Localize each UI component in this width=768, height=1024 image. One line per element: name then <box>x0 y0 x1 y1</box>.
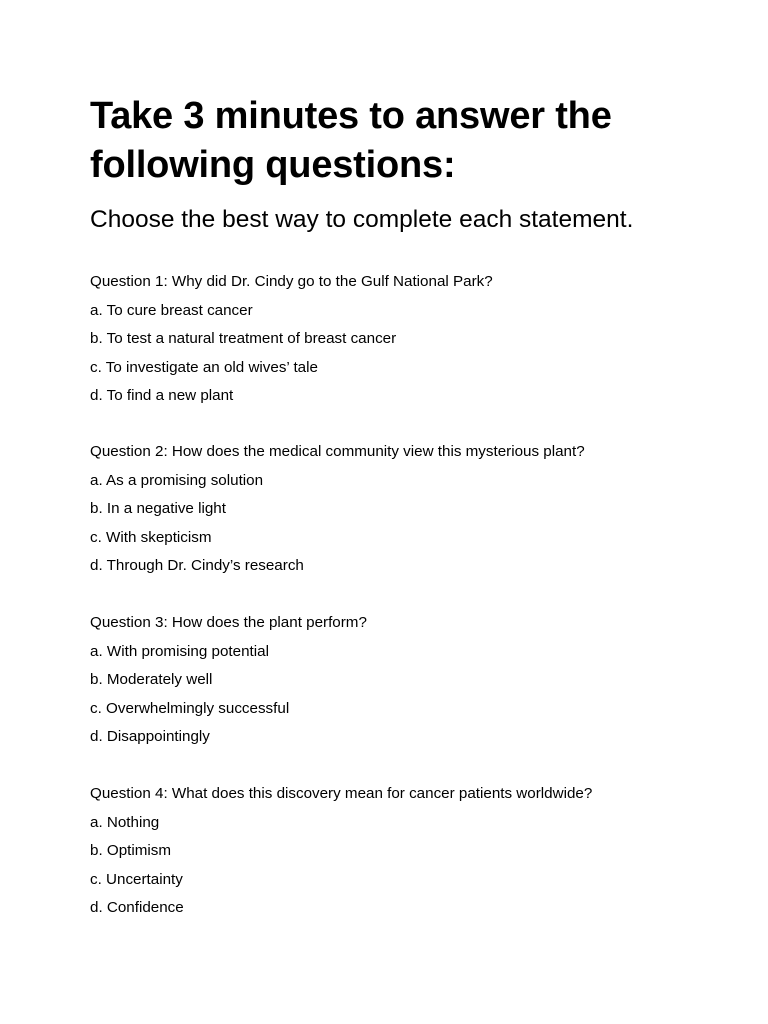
question-prompt: Question 4: What does this discovery mean for cancer patients worldwide? <box>90 785 593 802</box>
answer-option: c. Overwhelmingly successful <box>90 699 290 717</box>
answer-option: d. Disappointingly <box>90 728 210 745</box>
answer-option: b. Moderately well <box>90 671 213 688</box>
answer-option: a. Nothing <box>90 813 160 831</box>
answer-option: b. In a negative light <box>90 500 226 517</box>
question-2 <box>90 438 730 581</box>
page-title: Take 3 minutes to answer the following questions: <box>90 95 612 186</box>
question-1 <box>90 268 730 411</box>
answer-option: c. With skepticism <box>90 528 212 546</box>
answer-option: c. Uncertainty <box>90 870 183 888</box>
answer-option: d. Confidence <box>90 899 184 916</box>
answer-option: b. Optimism <box>90 842 172 859</box>
question-3 <box>90 609 730 752</box>
question-prompt: Question 2: How does the medical community view this mysterious plant? <box>90 443 585 460</box>
answer-option: a. As a promising solution <box>90 471 264 489</box>
answer-option: d. Through Dr. Cindy’s research <box>90 557 304 574</box>
answer-option: b. To test a natural treatment of breast cancer <box>90 330 397 347</box>
answer-option: a. With promising potential <box>90 642 269 660</box>
answer-option: c. To investigate an old wives’ tale <box>90 358 318 376</box>
answer-option: d. To find a new plant <box>90 387 234 404</box>
question-prompt: Question 3: How does the plant perform? <box>90 614 367 631</box>
question-prompt: Question 1: Why did Dr. Cindy go to the Gulf National Park? <box>90 273 493 290</box>
answer-option: a. To cure breast cancer <box>90 301 253 319</box>
question-4 <box>90 780 730 923</box>
page-subtitle: Choose the best way to complete each statement. <box>90 206 634 233</box>
